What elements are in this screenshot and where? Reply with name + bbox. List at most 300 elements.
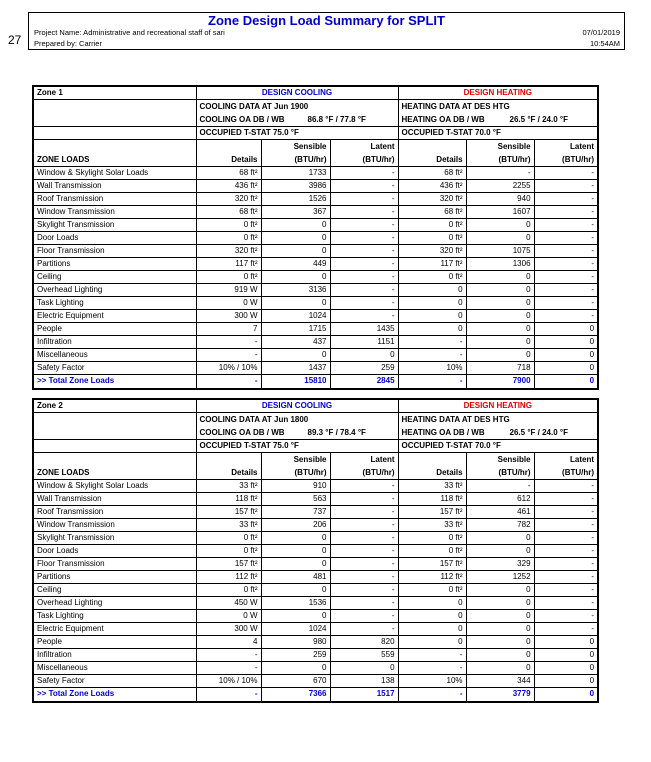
load-value-c_details: - (196, 349, 261, 362)
load-value-c_lat: - (330, 506, 398, 519)
zone-loads-header: ZONE LOADS (33, 453, 196, 480)
load-label: Partitions (33, 571, 196, 584)
load-value-h_sens: 0 (466, 323, 534, 336)
load-value-h_details: - (398, 662, 466, 675)
load-value-c_details: 68 ft² (196, 206, 261, 219)
load-label: Infiltration (33, 649, 196, 662)
zone-load-summary-table (32, 85, 599, 390)
blank-cell (33, 100, 196, 127)
load-value-c_lat: - (330, 206, 398, 219)
page-number: 27 (8, 33, 22, 47)
load-value-c_lat: - (330, 219, 398, 232)
design-heating-heading: DESIGN HEATING (398, 399, 598, 413)
total-value-h_lat: 0 (534, 688, 598, 702)
load-row (33, 323, 598, 336)
load-row (33, 271, 598, 284)
load-value-h_details: 0 (398, 610, 466, 623)
load-value-h_lat: 0 (534, 349, 598, 362)
load-value-h_lat: - (534, 597, 598, 610)
load-value-h_details: 10% (398, 675, 466, 688)
load-value-c_sens: 1024 (261, 310, 330, 323)
load-value-c_details: 300 W (196, 623, 261, 636)
load-value-c_sens: 563 (261, 493, 330, 506)
load-label: Task Lighting (33, 297, 196, 310)
load-value-c_lat: - (330, 193, 398, 206)
load-value-c_details: 10% / 10% (196, 675, 261, 688)
zone-loads-header: ZONE LOADS (33, 140, 196, 167)
load-label: Overhead Lighting (33, 597, 196, 610)
load-value-c_sens: 481 (261, 571, 330, 584)
load-value-c_details: 0 ft² (196, 545, 261, 558)
load-value-h_sens: 718 (466, 362, 534, 375)
load-value-c_sens: 0 (261, 271, 330, 284)
load-value-c_sens: 0 (261, 219, 330, 232)
load-value-h_sens: 0 (466, 532, 534, 545)
load-value-h_sens: 0 (466, 336, 534, 349)
load-value-h_lat: 0 (534, 323, 598, 336)
load-value-c_details: 0 W (196, 610, 261, 623)
btu-unit-label: (BTU/hr) (294, 468, 327, 477)
load-value-h_sens: 1075 (466, 245, 534, 258)
report-header (28, 12, 625, 50)
cooling-tstat: OCCUPIED T-STAT 75.0 °F (196, 440, 398, 453)
design-data-row (33, 413, 598, 440)
load-value-c_sens: 0 (261, 558, 330, 571)
load-value-h_lat: 0 (534, 636, 598, 649)
load-value-c_details: 0 ft² (196, 232, 261, 245)
load-value-h_details: 0 ft² (398, 545, 466, 558)
load-row (33, 336, 598, 349)
load-value-h_sens: - (466, 167, 534, 180)
load-value-h_details: 157 ft² (398, 506, 466, 519)
load-row (33, 493, 598, 506)
load-value-h_lat: - (534, 558, 598, 571)
heating-oa-label: HEATING OA DB / WB (401, 115, 485, 124)
load-value-h_sens: 0 (466, 284, 534, 297)
load-value-h_details: 68 ft² (398, 167, 466, 180)
load-row (33, 675, 598, 688)
load-row (33, 480, 598, 493)
load-value-c_details: 10% / 10% (196, 362, 261, 375)
design-heating-heading: DESIGN HEATING (398, 86, 598, 100)
load-label: Electric Equipment (33, 623, 196, 636)
btu-unit-label: (BTU/hr) (362, 155, 395, 164)
load-value-c_details: 0 ft² (196, 271, 261, 284)
load-value-h_lat: - (534, 271, 598, 284)
btu-unit-label: (BTU/hr) (362, 468, 395, 477)
load-value-h_lat: - (534, 167, 598, 180)
zone-name: Zone 1 (33, 86, 196, 100)
heating-latent-header (534, 140, 598, 167)
column-header-row (33, 140, 598, 167)
load-value-h_lat: - (534, 584, 598, 597)
load-value-c_details: 7 (196, 323, 261, 336)
cooling-oa-label: COOLING OA DB / WB (199, 115, 285, 124)
total-value-h_lat: 0 (534, 375, 598, 389)
load-value-c_details: 68 ft² (196, 167, 261, 180)
load-row (33, 219, 598, 232)
load-value-c_lat: - (330, 245, 398, 258)
load-label: Floor Transmission (33, 558, 196, 571)
load-value-c_sens: 437 (261, 336, 330, 349)
zone-load-summary-table (32, 398, 599, 703)
load-value-h_lat: - (534, 571, 598, 584)
load-label: Ceiling (33, 584, 196, 597)
load-value-c_lat: 820 (330, 636, 398, 649)
cooling-sensible-header (261, 140, 330, 167)
load-value-h_details: 0 (398, 597, 466, 610)
latent-label: Latent (370, 455, 395, 464)
load-value-h_details: - (398, 349, 466, 362)
zone-header-row (33, 399, 598, 413)
load-row (33, 193, 598, 206)
load-value-c_details: 33 ft² (196, 519, 261, 532)
report-title: Zone Design Load Summary for SPLIT (208, 13, 445, 28)
cooling-data-at: COOLING DATA AT Jun 1800 (199, 415, 309, 424)
load-row (33, 232, 598, 245)
load-value-h_details: 33 ft² (398, 519, 466, 532)
sensible-label: Sensible (497, 142, 531, 151)
total-value-c_sens: 7366 (261, 688, 330, 702)
heating-details-header: Details (398, 140, 466, 167)
cooling-latent-header (330, 453, 398, 480)
load-label: Overhead Lighting (33, 284, 196, 297)
load-value-h_details: 0 (398, 297, 466, 310)
btu-unit-label: (BTU/hr) (562, 155, 595, 164)
latent-label: Latent (370, 142, 395, 151)
load-value-c_sens: 1715 (261, 323, 330, 336)
load-value-c_lat: - (330, 232, 398, 245)
load-row (33, 662, 598, 675)
load-value-c_lat: - (330, 271, 398, 284)
load-value-h_details: 10% (398, 362, 466, 375)
btu-unit-label: (BTU/hr) (294, 155, 327, 164)
load-row (33, 532, 598, 545)
load-value-h_sens: 1306 (466, 258, 534, 271)
load-value-h_lat: - (534, 245, 598, 258)
load-value-c_lat: - (330, 258, 398, 271)
load-value-h_details: 68 ft² (398, 206, 466, 219)
load-label: Door Loads (33, 232, 196, 245)
load-value-h_lat: - (534, 232, 598, 245)
load-value-h_details: 0 (398, 623, 466, 636)
load-row (33, 284, 598, 297)
load-value-h_sens: 0 (466, 271, 534, 284)
load-value-c_details: 0 ft² (196, 532, 261, 545)
load-value-h_sens: 0 (466, 662, 534, 675)
load-value-h_details: 0 (398, 284, 466, 297)
load-row (33, 167, 598, 180)
cooling-data-at: COOLING DATA AT Jun 1900 (199, 102, 309, 111)
load-value-h_details: 0 ft² (398, 584, 466, 597)
load-label: Skylight Transmission (33, 219, 196, 232)
load-value-c_sens: 1437 (261, 362, 330, 375)
load-value-h_sens: 0 (466, 597, 534, 610)
cooling-sensible-header (261, 453, 330, 480)
load-row (33, 258, 598, 271)
load-value-c_sens: 1526 (261, 193, 330, 206)
load-label: Safety Factor (33, 362, 196, 375)
sensible-label: Sensible (293, 455, 327, 464)
load-value-h_lat: 0 (534, 336, 598, 349)
load-value-c_sens: 0 (261, 662, 330, 675)
load-value-c_lat: - (330, 623, 398, 636)
load-row (33, 649, 598, 662)
load-value-c_lat: - (330, 519, 398, 532)
load-value-h_lat: - (534, 493, 598, 506)
load-row (33, 245, 598, 258)
load-value-c_details: 919 W (196, 284, 261, 297)
load-value-h_sens: 329 (466, 558, 534, 571)
total-value-c_details: - (196, 375, 261, 389)
load-value-c_details: 300 W (196, 310, 261, 323)
load-value-h_details: 33 ft² (398, 480, 466, 493)
heating-oa-value: 26.5 °F / 24.0 °F (509, 115, 568, 124)
load-value-c_details: 157 ft² (196, 558, 261, 571)
load-value-c_details: 450 W (196, 597, 261, 610)
cooling-data-cell (196, 413, 398, 440)
latent-label: Latent (570, 142, 595, 151)
load-value-c_sens: 449 (261, 258, 330, 271)
load-value-h_sens: 344 (466, 675, 534, 688)
tstat-row (33, 440, 598, 453)
load-value-c_lat: 138 (330, 675, 398, 688)
load-row (33, 310, 598, 323)
load-value-h_sens: 0 (466, 636, 534, 649)
load-label: Window Transmission (33, 519, 196, 532)
load-value-h_details: 0 ft² (398, 532, 466, 545)
load-value-c_sens: 980 (261, 636, 330, 649)
zone-name: Zone 2 (33, 399, 196, 413)
total-value-h_sens: 3779 (466, 688, 534, 702)
load-value-c_details: 436 ft² (196, 180, 261, 193)
load-value-c_details: 117 ft² (196, 258, 261, 271)
load-value-h_lat: 0 (534, 362, 598, 375)
cooling-tstat: OCCUPIED T-STAT 75.0 °F (196, 127, 398, 140)
cooling-details-header: Details (196, 453, 261, 480)
load-value-h_lat: - (534, 193, 598, 206)
zone-1-table-container (32, 85, 597, 390)
load-value-h_sens: 612 (466, 493, 534, 506)
load-row (33, 519, 598, 532)
column-header-row (33, 453, 598, 480)
load-value-c_sens: 737 (261, 506, 330, 519)
load-value-h_lat: - (534, 506, 598, 519)
btu-unit-label: (BTU/hr) (498, 155, 531, 164)
load-value-h_details: - (398, 336, 466, 349)
load-value-h_sens: 461 (466, 506, 534, 519)
load-value-c_lat: - (330, 297, 398, 310)
btu-unit-label: (BTU/hr) (498, 468, 531, 477)
load-value-c_sens: 670 (261, 675, 330, 688)
load-value-h_details: 0 ft² (398, 232, 466, 245)
heating-tstat: OCCUPIED T-STAT 70.0 °F (398, 440, 598, 453)
load-value-c_lat: 0 (330, 349, 398, 362)
load-value-c_lat: - (330, 284, 398, 297)
load-value-c_lat: - (330, 310, 398, 323)
load-value-h_sens: 0 (466, 545, 534, 558)
cooling-oa-value: 89.3 °F / 78.4 °F (307, 428, 366, 437)
load-value-h_sens: 1607 (466, 206, 534, 219)
load-value-h_details: 0 (398, 323, 466, 336)
load-label: Window & Skylight Solar Loads (33, 480, 196, 493)
load-value-c_details: 0 W (196, 297, 261, 310)
cooling-details-header: Details (196, 140, 261, 167)
load-value-c_lat: 0 (330, 662, 398, 675)
load-value-h_lat: 0 (534, 649, 598, 662)
load-label: Task Lighting (33, 610, 196, 623)
load-value-c_sens: 3986 (261, 180, 330, 193)
load-label: Wall Transmission (33, 493, 196, 506)
load-value-c_details: 320 ft² (196, 245, 261, 258)
load-value-c_sens: 259 (261, 649, 330, 662)
load-value-h_sens: 782 (466, 519, 534, 532)
load-value-h_details: - (398, 649, 466, 662)
load-label: People (33, 323, 196, 336)
load-value-c_sens: 0 (261, 545, 330, 558)
report-date: 07/01/2019 (582, 28, 620, 37)
heating-oa-label: HEATING OA DB / WB (401, 428, 485, 437)
load-value-c_sens: 1733 (261, 167, 330, 180)
load-value-c_sens: 3136 (261, 284, 330, 297)
load-value-c_sens: 0 (261, 232, 330, 245)
load-value-h_sens: 0 (466, 584, 534, 597)
load-value-h_details: 117 ft² (398, 258, 466, 271)
load-value-h_lat: - (534, 258, 598, 271)
load-row (33, 584, 598, 597)
btu-unit-label: (BTU/hr) (562, 468, 595, 477)
load-label: Wall Transmission (33, 180, 196, 193)
load-value-c_lat: - (330, 180, 398, 193)
load-value-c_lat: - (330, 610, 398, 623)
total-label: >> Total Zone Loads (33, 688, 196, 702)
report-time: 10:54AM (589, 39, 620, 48)
load-value-c_lat: - (330, 480, 398, 493)
load-value-h_lat: 0 (534, 675, 598, 688)
load-row (33, 636, 598, 649)
cooling-oa-value: 86.8 °F / 77.8 °F (307, 115, 366, 124)
load-row (33, 623, 598, 636)
load-value-c_lat: 1435 (330, 323, 398, 336)
load-value-c_sens: 0 (261, 584, 330, 597)
load-value-h_lat: - (534, 284, 598, 297)
load-value-c_details: 4 (196, 636, 261, 649)
load-row (33, 180, 598, 193)
load-value-h_sens: 0 (466, 349, 534, 362)
load-value-h_sens: 0 (466, 610, 534, 623)
load-label: Infiltration (33, 336, 196, 349)
load-label: Safety Factor (33, 675, 196, 688)
total-value-c_sens: 15810 (261, 375, 330, 389)
total-value-c_details: - (196, 688, 261, 702)
total-value-h_details: - (398, 688, 466, 702)
heating-oa-line (402, 426, 595, 439)
load-label: Floor Transmission (33, 245, 196, 258)
load-value-h_details: 118 ft² (398, 493, 466, 506)
design-cooling-heading: DESIGN COOLING (196, 399, 398, 413)
load-value-c_lat: - (330, 584, 398, 597)
load-value-c_lat: - (330, 493, 398, 506)
load-value-h_sens: 0 (466, 232, 534, 245)
blank-cell (33, 127, 196, 140)
load-label: Door Loads (33, 545, 196, 558)
load-value-h_lat: - (534, 545, 598, 558)
total-value-c_lat: 1517 (330, 688, 398, 702)
load-value-c_lat: 559 (330, 649, 398, 662)
load-value-c_lat: 259 (330, 362, 398, 375)
tstat-row (33, 127, 598, 140)
heating-latent-header (534, 453, 598, 480)
blank-cell (33, 440, 196, 453)
load-row (33, 506, 598, 519)
load-value-h_details: 436 ft² (398, 180, 466, 193)
total-value-c_lat: 2845 (330, 375, 398, 389)
load-value-c_lat: - (330, 167, 398, 180)
load-value-h_lat: - (534, 219, 598, 232)
blank-cell (33, 413, 196, 440)
load-value-c_lat: - (330, 532, 398, 545)
cooling-oa-line (200, 426, 395, 439)
load-value-c_details: - (196, 649, 261, 662)
load-value-h_lat: - (534, 180, 598, 193)
load-row (33, 597, 598, 610)
load-value-c_sens: 0 (261, 610, 330, 623)
load-value-c_sens: 0 (261, 245, 330, 258)
design-data-row (33, 100, 598, 127)
load-label: Miscellaneous (33, 662, 196, 675)
load-value-h_lat: - (534, 610, 598, 623)
load-label: Partitions (33, 258, 196, 271)
load-value-h_sens: 940 (466, 193, 534, 206)
load-value-h_details: 112 ft² (398, 571, 466, 584)
load-value-h_sens: 1252 (466, 571, 534, 584)
load-label: People (33, 636, 196, 649)
heating-oa-line (402, 113, 595, 126)
heating-oa-value: 26.5 °F / 24.0 °F (509, 428, 568, 437)
total-value-h_sens: 7900 (466, 375, 534, 389)
heating-data-at: HEATING DATA AT DES HTG (401, 102, 510, 111)
load-value-c_details: 0 ft² (196, 584, 261, 597)
heating-details-header: Details (398, 453, 466, 480)
cooling-latent-header (330, 140, 398, 167)
load-value-c_sens: 367 (261, 206, 330, 219)
load-label: Skylight Transmission (33, 532, 196, 545)
design-cooling-heading: DESIGN COOLING (196, 86, 398, 100)
cooling-oa-label: COOLING OA DB / WB (199, 428, 285, 437)
project-name-line: Project Name: Administrative and recreational staff of sari (34, 28, 225, 37)
load-value-h_sens: 0 (466, 219, 534, 232)
load-value-h_sens: 2255 (466, 180, 534, 193)
zone-2-table-container (32, 398, 597, 703)
load-value-h_lat: - (534, 519, 598, 532)
load-value-h_lat: - (534, 532, 598, 545)
sensible-label: Sensible (497, 455, 531, 464)
load-label: Electric Equipment (33, 310, 196, 323)
load-value-c_lat: - (330, 597, 398, 610)
load-value-h_details: 0 ft² (398, 271, 466, 284)
heating-tstat: OCCUPIED T-STAT 70.0 °F (398, 127, 598, 140)
zone-header-row (33, 86, 598, 100)
load-row (33, 206, 598, 219)
load-label: Window & Skylight Solar Loads (33, 167, 196, 180)
load-value-h_details: 0 (398, 636, 466, 649)
load-label: Window Transmission (33, 206, 196, 219)
load-value-c_sens: 0 (261, 349, 330, 362)
load-label: Ceiling (33, 271, 196, 284)
load-value-h_details: 0 (398, 310, 466, 323)
prepared-by-line: Prepared by: Carrier (34, 39, 102, 48)
load-value-h_lat: - (534, 480, 598, 493)
